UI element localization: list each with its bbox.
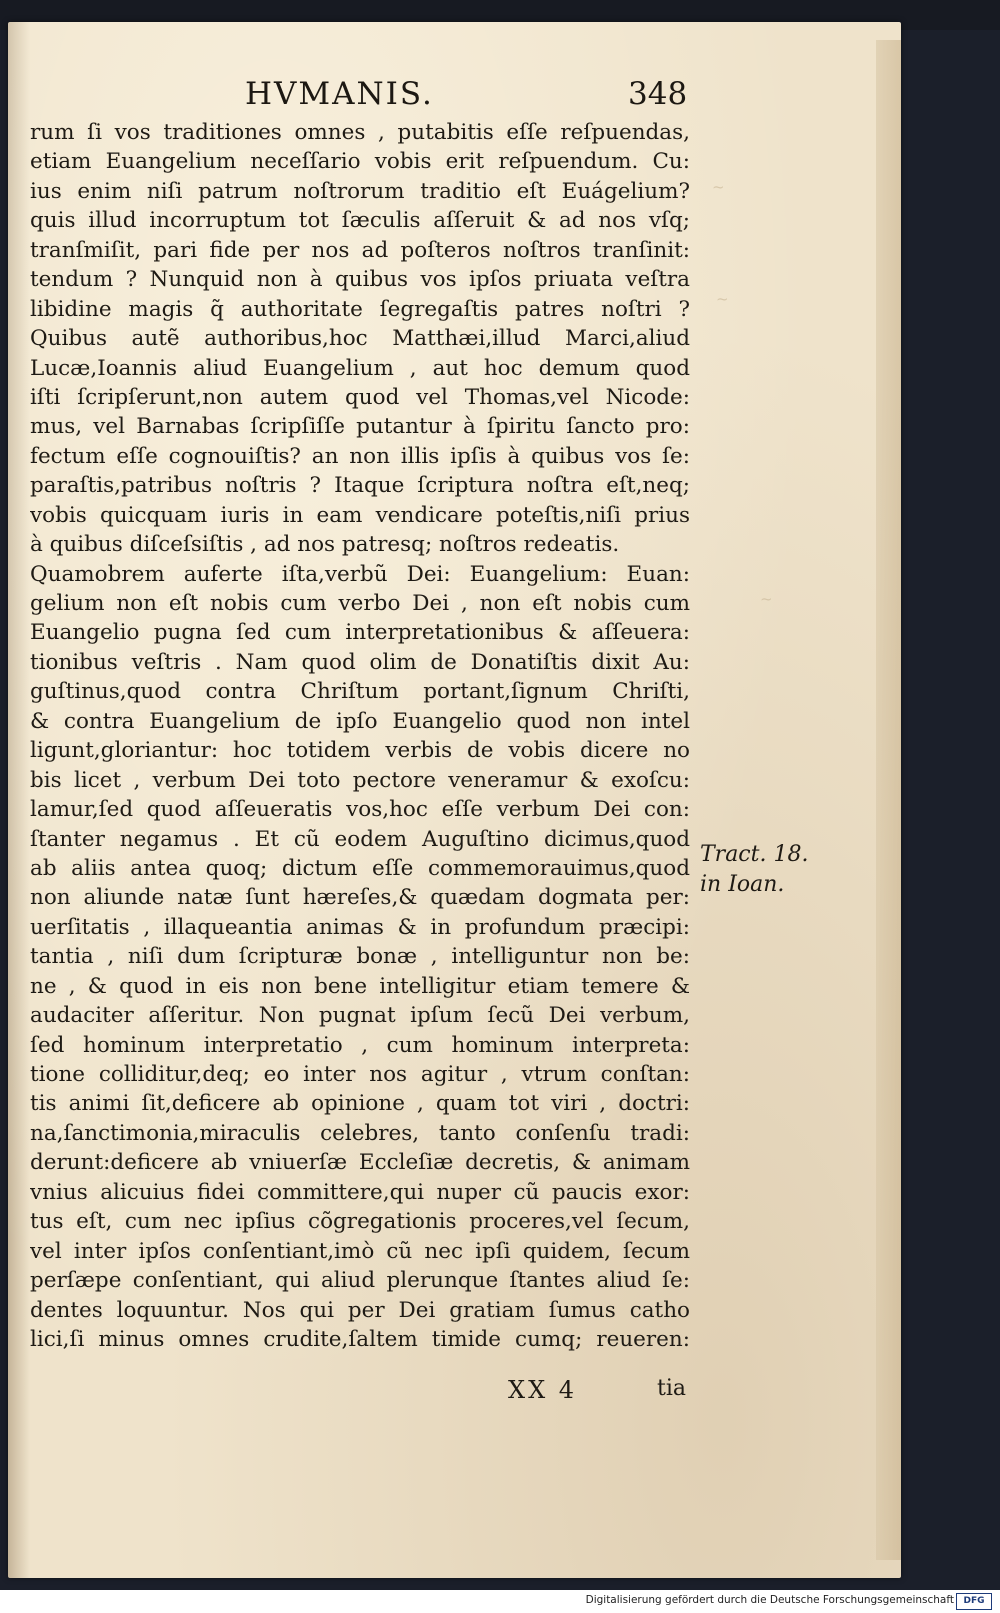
page-number: 348 <box>628 76 688 112</box>
dfg-logo-icon: DFG <box>956 1593 992 1610</box>
text-line: tis animi ſit,deficere ab opinione , quam tot viri , doctri: <box>30 1091 690 1117</box>
credit-bar <box>0 1590 1000 1613</box>
page-edge-shadow <box>876 40 901 1560</box>
text-line: ſed hominum interpretatio , cum hominum interpreta: <box>30 1032 690 1058</box>
marginal-note <box>700 840 808 900</box>
text-line: tantia , niſi dum ſcripturæ bonæ , intelliguntur non be: <box>30 944 690 970</box>
text-line: Lucæ,Ioannis aliud Euangelium , aut hoc demum quod <box>30 355 690 381</box>
text-line: tionibus veſtris . Nam quod olim de Donatiſtis dixit Au: <box>30 649 690 675</box>
text-line: Quibus autẽ authoribus,hoc Matthæi,illud Marci,aliud <box>30 326 690 352</box>
text-line: derunt:deficere ab vniuerſæ Eccleſiæ decretis, & animam <box>30 1150 690 1176</box>
text-line: etiam Euangelium neceſſario vobis erit reſpuendum. Cu: <box>30 149 690 175</box>
page-footer <box>0 1376 1000 1412</box>
signature-mark: XX 4 <box>508 1376 578 1404</box>
marginal-note-line: in Ioan. <box>700 872 785 897</box>
text-line: à quibus diſceſsiſtis , ad nos patresq; noſtros redeatis. <box>30 532 620 558</box>
text-line: quis illud incorruptum tot ſæculis aſſeruit & ad nos vſq; <box>30 208 690 234</box>
text-line: ne , & quod in eis non bene intelligitur etiam temere & <box>30 973 690 999</box>
page-header <box>0 76 1000 116</box>
main-text-block <box>30 118 690 1354</box>
text-line: rum ſi vos traditiones omnes , putabitis eſſe reſpuendas, <box>30 120 690 145</box>
text-line: gelium non eſt nobis cum verbo Dei , non eſt nobis cum <box>30 591 690 616</box>
text-line: ligunt,gloriantur: hoc totidem verbis de vobis dicere no <box>30 738 690 764</box>
text-line: ſtanter negamus . Et cũ eodem Auguſtino dicimus,quod <box>30 826 690 852</box>
text-line: ab aliis antea quoq; dictum eſſe commemorauimus,quod <box>30 855 690 881</box>
text-line: Quamobrem auferte iſta,verbũ Dei: Euangelium: Euan: <box>30 561 690 587</box>
text-line: tione colliditur,deq; eo inter nos agitur , vtrum conſtan: <box>30 1062 690 1087</box>
text-line: tranſmiſit, pari fide per nos ad poſteros noſtros tranſinit: <box>30 237 690 263</box>
text-line: vnius alicuius fidei committere,qui nuper cũ paucis exor: <box>30 1179 690 1205</box>
text-line: vel inter ipſos conſentiant,imò cũ nec ipſi quidem, ſecum <box>30 1238 690 1264</box>
text-line: tus eſt, cum nec ipſius cõgregationis proceres,vel ſecum, <box>30 1209 690 1235</box>
bleed-through-mark: ~ <box>716 290 729 308</box>
text-line: perſæpe conſentiant, qui aliud plerunque ſtantes aliud ſe: <box>30 1268 690 1294</box>
text-line: & contra Euangelium de ipſo Euangelio quod non intel <box>30 708 690 734</box>
text-line: Euangelio pugna ſed cum interpretationibus & aſſeuera: <box>30 620 690 646</box>
marginal-note-line: Tract. 18. <box>700 842 809 867</box>
text-line: bis licet , verbum Dei toto pectore veneramur & exoſcu: <box>30 767 690 793</box>
text-line: guſtinus,quod contra Chriſtum portant,ſignum Chriſti, <box>30 679 690 705</box>
running-head: HVMANIS. <box>245 76 434 112</box>
credit-text: Digitalisierung gefördert durch die Deutsche Forschungsgemeinschaft <box>585 1594 954 1606</box>
text-line: non aliunde natæ ſunt hæreſes,& quædam dogmata per: <box>30 885 690 911</box>
text-line: mus, vel Barnabas ſcripſiſſe putantur à ſpiritu ſancto pro: <box>30 414 690 440</box>
text-line: iſti ſcripſerunt,non autem quod vel Thomas,vel Nicode: <box>30 384 690 410</box>
catchword: tia <box>657 1376 686 1401</box>
text-line: fectum eſſe cognouiſtis? an non illis ipſis à quibus vos ſe: <box>30 443 690 469</box>
text-line: ius enim niſi patrum noſtrorum traditio eſt Euágelium? <box>30 178 690 204</box>
text-line: libidine magis q̃ authoritate ſegregaſtis patres noſtri ? <box>30 296 690 322</box>
bleed-through-mark: ~ <box>712 178 725 196</box>
text-line: na,ſanctimonia,miraculis celebres, tanto conſenſu tradi: <box>30 1120 690 1146</box>
text-line: vobis quicquam iuris in eam vendicare poteſtis,niſi prius <box>30 502 690 528</box>
text-line: lici,ſi minus omnes crudite,ſaltem timide cumq; reueren: <box>30 1326 690 1352</box>
text-line: audaciter aſſeritur. Non pugnat ipſum ſecũ Dei verbum, <box>30 1003 690 1029</box>
bleed-through-mark: ~ <box>760 590 773 608</box>
text-line: uerſitatis , illaqueantia animas & in profundum præcipi: <box>30 914 690 940</box>
text-line: dentes loquuntur. Nos qui per Dei gratiam ſumus catho <box>30 1297 690 1323</box>
text-line: paraſtis,patribus noſtris ? Itaque ſcriptura noſtra eſt,neq; <box>30 473 690 499</box>
text-line: lamur,ſed quod aſſeueratis vos,hoc eſſe verbum Dei con: <box>30 797 690 823</box>
text-line: tendum ? Nunquid non à quibus vos ipſos priuata veſtra <box>30 267 690 293</box>
